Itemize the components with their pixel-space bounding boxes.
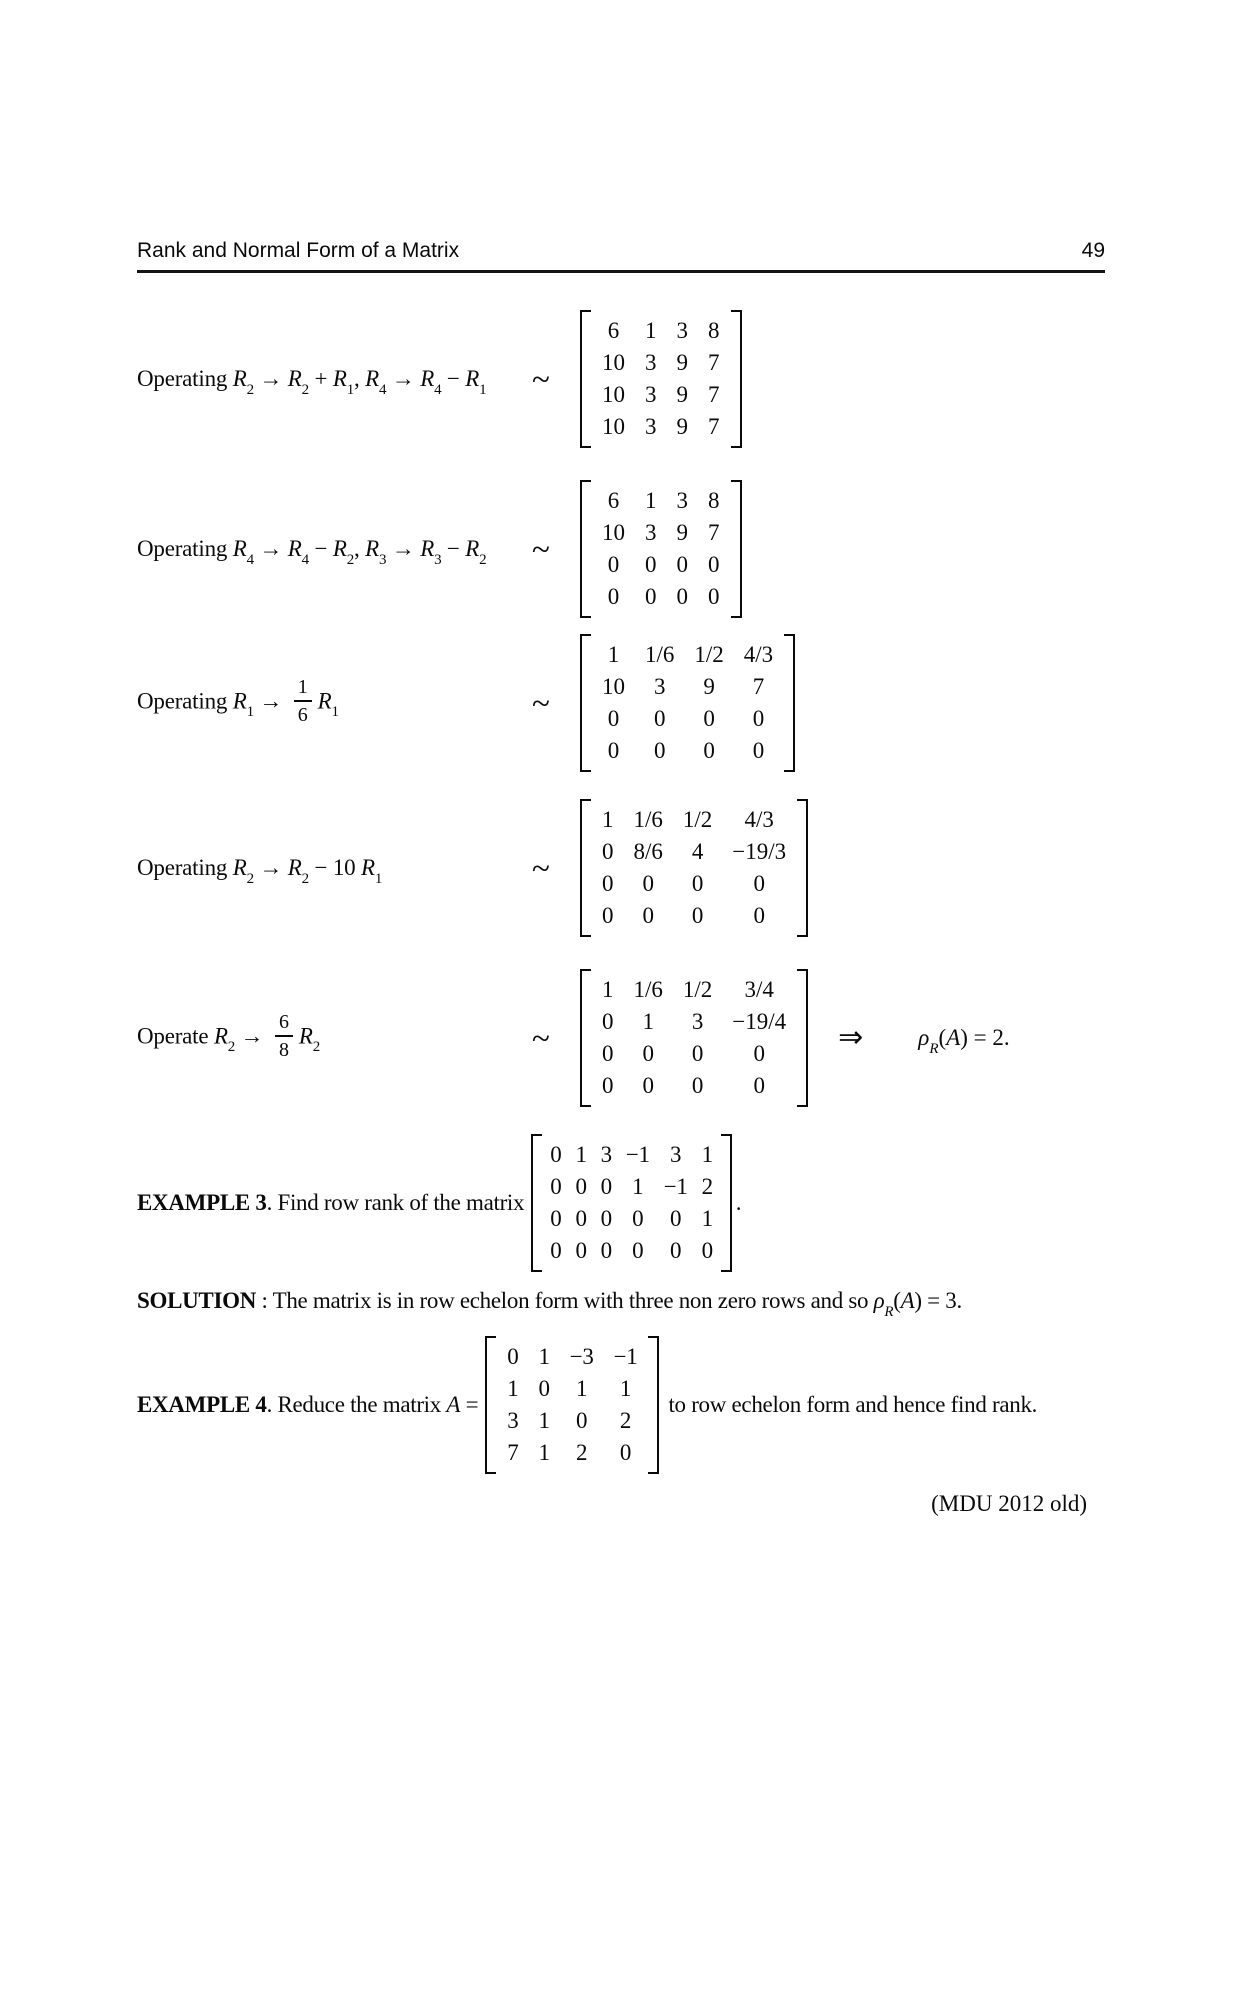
matrix-cell: 0 (600, 1238, 612, 1263)
matrix-cell: 0 (550, 1142, 562, 1167)
matrix-cell: 0 (632, 1206, 644, 1231)
operation-label: Operating $R_2 \to R_2 - 10$ $R_1$ (137, 855, 383, 887)
matrix-cell: 0 (752, 706, 765, 731)
matrix-cell: 0 (602, 1009, 614, 1034)
matrix-cell: 0 (550, 1238, 562, 1263)
matrix-cell: 0 (676, 584, 688, 609)
matrix-cell: 0 (691, 1073, 704, 1098)
matrix-cell: 1 (538, 1408, 550, 1433)
matrix-cell: −1 (613, 1344, 638, 1369)
exam-attribution: (MDU 2012 old) (931, 1491, 1087, 1516)
matrix-cell: 6 (607, 488, 620, 513)
matrix-cell: 8 (708, 488, 720, 513)
matrix-cell: 1 (575, 1142, 587, 1167)
matrix-cell: 9 (676, 414, 688, 439)
matrix-cell: 0 (642, 903, 654, 928)
matrix-cell: 0 (607, 706, 620, 731)
matrix-cell: 9 (703, 674, 715, 699)
fraction: $\frac{1}{6}$ (294, 677, 312, 725)
matrix-cell: 0 (607, 552, 620, 577)
matrix-cell: 3 (645, 414, 657, 439)
matrix-row (497, 1373, 647, 1405)
matrix-cell: 3 (676, 488, 688, 513)
matrix-cell: 1/6 (645, 642, 675, 667)
matrix-row (497, 1405, 647, 1437)
matrix-cell: 0 (600, 1174, 612, 1199)
matrix-cell: 0 (602, 871, 614, 896)
operation-label: Operate $R_2$ → $\frac{6}{8}$ $R_2$ (137, 1011, 320, 1061)
matrix (531, 1134, 732, 1272)
matrix-cell: 1/6 (633, 977, 663, 1002)
matrix-cell: 0 (602, 1073, 614, 1098)
matrix-row (543, 1139, 720, 1171)
matrix-cell: 0 (576, 1408, 588, 1433)
matrix-row (592, 1038, 796, 1070)
matrix-row (592, 836, 796, 868)
matrix-cell: 0 (753, 1073, 765, 1098)
matrix-cell: 1 (602, 977, 614, 1002)
matrix-row (543, 1235, 720, 1267)
example-3-statement: EXAMPLE 3. Find row rank of the matrix (137, 1190, 525, 1215)
matrix (580, 634, 795, 772)
matrix-cell: 1 (632, 1174, 644, 1199)
tilde-symbol: ~ (532, 850, 550, 887)
matrix-cell: 1 (538, 1344, 550, 1369)
matrix-cell: 4 (691, 839, 704, 864)
matrix-cell: 1 (645, 488, 657, 513)
matrix-cell: 0 (645, 552, 657, 577)
matrix-cell: 0 (607, 584, 620, 609)
matrix-cell: 0 (642, 1073, 654, 1098)
row-operation-step-3 (137, 634, 1105, 772)
row-operation-step-4 (137, 799, 1105, 937)
matrix-cell: 1/6 (633, 807, 663, 832)
matrix-cell: 7 (708, 520, 720, 545)
matrix-cell: 0 (703, 706, 715, 731)
operation-label: Operating $R_4 \to R_4 - R_2$, $R_3 \to R_3 - R_2$ (137, 536, 487, 568)
matrix-cell: 3 (676, 318, 688, 343)
matrix-cell: 10 (602, 350, 625, 375)
matrix-row (543, 1171, 720, 1203)
matrix-row (592, 703, 783, 735)
rank-result: $\rho_R(A) = 2$. (918, 1025, 1010, 1057)
matrix (580, 969, 808, 1107)
matrix-cell: 2 (576, 1440, 588, 1465)
operation-label: Operating $R_2 \to R_2 + R_1$, $R_4 \to R_4 - R_1$ (137, 366, 487, 398)
matrix-cell: −19/3 (732, 839, 787, 864)
matrix-cell: 10 (602, 414, 625, 439)
matrix-cell: 3 (600, 1142, 612, 1167)
matrix-cell: 10 (602, 382, 625, 407)
matrix-cell: 0 (550, 1206, 562, 1231)
matrix-cell: 0 (753, 1041, 765, 1066)
matrix-cell: 0 (753, 903, 765, 928)
matrix-cell: 3 (645, 520, 657, 545)
matrix-row (592, 868, 796, 900)
matrix-cell: 7 (708, 414, 720, 439)
matrix-cell: 0 (642, 871, 654, 896)
matrix-cell: 7 (752, 674, 765, 699)
matrix-cell: 1 (602, 807, 614, 832)
matrix-row (592, 315, 730, 347)
matrix-cell: 0 (670, 1206, 682, 1231)
matrix-cell: 0 (600, 1206, 612, 1231)
matrix-row (592, 1070, 796, 1102)
matrix-cell: 1 (607, 642, 620, 667)
matrix-cell: 3 (670, 1142, 682, 1167)
implies-arrow: ⇒ (838, 1021, 864, 1054)
solution-paragraph: SOLUTION : The matrix is in row echelon form with three non zero rows and so $\rho_R(A) = 3$. (137, 1288, 962, 1320)
matrix-cell: 0 (691, 903, 704, 928)
matrix-row (592, 485, 730, 517)
matrix-cell: 4/3 (744, 807, 774, 832)
matrix-row (592, 639, 783, 671)
matrix-cell: 0 (632, 1238, 644, 1263)
matrix-cell: 3 (507, 1408, 519, 1433)
matrix-cell: 0 (607, 738, 620, 763)
tilde-symbol: ~ (532, 361, 550, 398)
tilde-symbol: ~ (532, 531, 550, 568)
matrix (485, 1336, 659, 1474)
matrix-cell: 1 (645, 318, 657, 343)
matrix-cell: −1 (625, 1142, 650, 1167)
matrix-cell: 7 (507, 1440, 519, 1465)
matrix-row (497, 1437, 647, 1469)
matrix-row (592, 1006, 796, 1038)
matrix-cell: 1 (576, 1376, 588, 1401)
matrix-cell: 8/6 (633, 839, 663, 864)
matrix-cell: 1/2 (682, 977, 713, 1002)
matrix-cell: 3 (691, 1009, 704, 1034)
matrix-cell: 8 (708, 318, 720, 343)
matrix-cell: −3 (569, 1344, 594, 1369)
matrix-cell: 0 (575, 1206, 587, 1231)
matrix-cell: 1 (701, 1142, 713, 1167)
page-number: 49 (1081, 239, 1105, 262)
matrix-cell: 0 (708, 552, 720, 577)
matrix-cell: 0 (645, 584, 657, 609)
matrix-cell: 1/2 (682, 807, 713, 832)
matrix-cell: 0 (602, 839, 614, 864)
matrix-row (592, 804, 796, 836)
operation-label: Operating $R_1$ → $\frac{1}{6}$ $R_1$ (137, 676, 339, 726)
example-4-continuation: to row echelon form and hence find rank. (668, 1392, 1038, 1417)
matrix-cell: −1 (663, 1174, 688, 1199)
matrix-row (592, 549, 730, 581)
matrix-row (592, 411, 730, 443)
matrix-cell: 3 (653, 674, 666, 699)
matrix-cell: 0 (703, 738, 715, 763)
tilde-symbol: ~ (532, 1020, 550, 1057)
matrix-cell: 0 (676, 552, 688, 577)
row-operation-step-5 (137, 969, 1105, 1107)
matrix-cell: 1 (507, 1376, 519, 1401)
matrix-row (592, 900, 796, 932)
row-operation-step-2 (137, 480, 1105, 618)
fraction: $\frac{6}{8}$ (275, 1012, 293, 1060)
matrix-cell: 1 (619, 1376, 632, 1401)
matrix (580, 480, 742, 618)
example-4 (137, 1336, 1105, 1474)
matrix-cell: 0 (691, 1041, 704, 1066)
matrix-cell: 0 (602, 1041, 614, 1066)
matrix-cell: 3 (645, 350, 657, 375)
matrix-row (592, 974, 796, 1006)
matrix (580, 799, 808, 937)
matrix-cell: 10 (602, 674, 625, 699)
matrix-cell: 0 (708, 584, 720, 609)
matrix-cell: 1/2 (694, 642, 724, 667)
matrix-cell: 0 (642, 1041, 654, 1066)
matrix-cell: 6 (607, 318, 620, 343)
matrix-cell: 0 (670, 1238, 682, 1263)
matrix-cell: −19/4 (732, 1009, 787, 1034)
matrix-cell: 2 (701, 1174, 713, 1199)
page-header (137, 238, 1105, 273)
matrix-cell: 0 (752, 738, 765, 763)
matrix-cell: 9 (676, 520, 688, 545)
matrix-cell: 0 (575, 1238, 587, 1263)
row-operation-step-1 (137, 310, 1105, 448)
matrix-cell: 2 (619, 1408, 632, 1433)
textbook-page (0, 238, 1241, 1517)
matrix-cell: 0 (753, 871, 765, 896)
matrix-cell: 7 (708, 350, 720, 375)
matrix (580, 310, 742, 448)
matrix-cell: 9 (676, 350, 688, 375)
matrix-cell: 0 (701, 1238, 713, 1263)
matrix-cell: 0 (507, 1344, 519, 1369)
matrix-row (592, 379, 730, 411)
matrix-row (592, 581, 730, 613)
matrix-cell: 1 (538, 1440, 550, 1465)
matrix-cell: 4/3 (743, 642, 774, 667)
matrix-cell: 0 (653, 738, 666, 763)
example-4-statement: EXAMPLE 4. Reduce the matrix A = (137, 1392, 479, 1417)
tilde-symbol: ~ (532, 685, 550, 722)
matrix-cell: 1 (701, 1206, 713, 1231)
matrix-cell: 0 (653, 706, 666, 731)
matrix-row (592, 671, 783, 703)
matrix-cell: 9 (676, 382, 688, 407)
matrix-cell: 0 (619, 1440, 632, 1465)
matrix-row (543, 1203, 720, 1235)
matrix-cell: 0 (550, 1174, 562, 1199)
example-3 (137, 1134, 1105, 1272)
matrix-cell: 0 (538, 1376, 550, 1401)
matrix-row (592, 735, 783, 767)
matrix-cell: 3 (645, 382, 657, 407)
sentence-period: . (735, 1190, 742, 1215)
matrix-cell: 3/4 (744, 977, 774, 1002)
matrix-row (592, 517, 730, 549)
matrix-cell: 1 (642, 1009, 654, 1034)
matrix-cell: 10 (602, 520, 625, 545)
running-head-title: Rank and Normal Form of a Matrix (137, 239, 460, 262)
matrix-cell: 7 (708, 382, 720, 407)
matrix-cell: 0 (691, 871, 704, 896)
matrix-row (497, 1341, 647, 1373)
matrix-row (592, 347, 730, 379)
matrix-cell: 0 (575, 1174, 587, 1199)
matrix-cell: 0 (602, 903, 614, 928)
